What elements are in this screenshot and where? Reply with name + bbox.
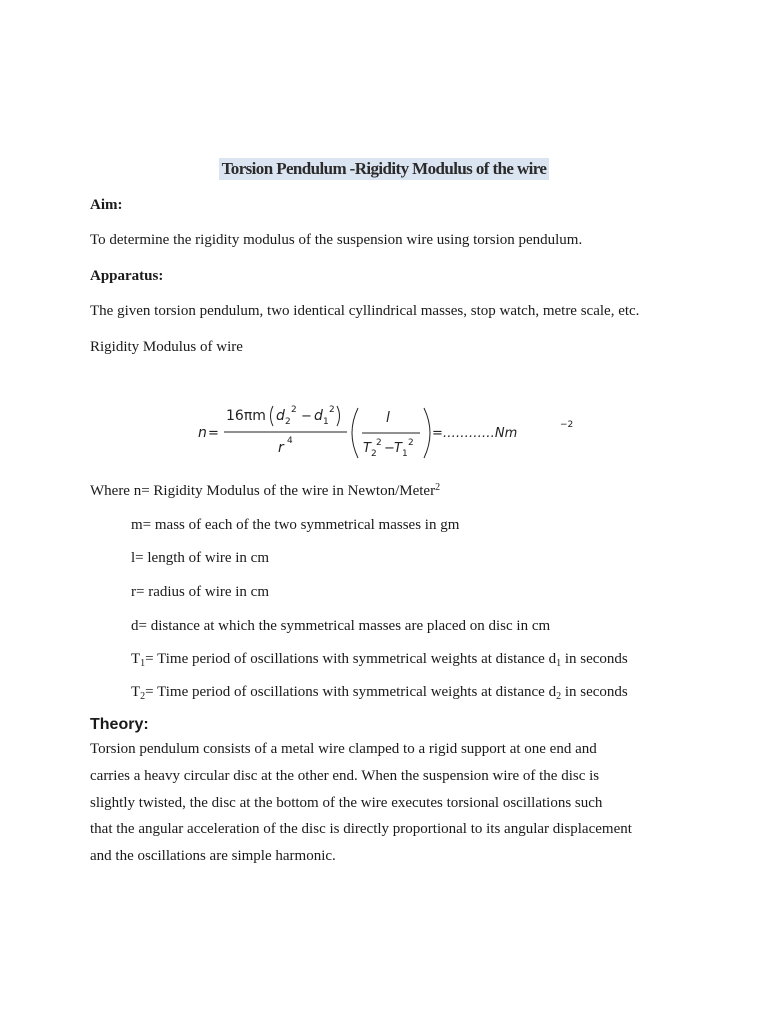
apparatus-text: The given torsion pendulum, two identical cyllindrical masses, stop watch, metre scale, etc. xyxy=(90,303,640,319)
where-line xyxy=(90,483,440,500)
theory-line-5: and the oscillations are simple harmonic. xyxy=(90,848,336,865)
formula-big-paren-right xyxy=(424,408,430,458)
apparatus-heading: Apparatus: xyxy=(90,268,164,284)
formula-unit-sup: −2 xyxy=(560,420,574,430)
formula-equals: = xyxy=(208,426,219,441)
formula-d1-sup: 2 xyxy=(329,405,335,415)
formula-t2: T xyxy=(363,441,371,456)
where-text: Where n= Rigidity Modulus of the wire in Newton/Meter xyxy=(90,483,436,499)
formula-paren-left xyxy=(271,406,274,426)
def-t2-tail: in seconds xyxy=(561,684,628,700)
def-t2-symbol: T xyxy=(131,684,141,700)
formula-d1: d xyxy=(314,408,323,424)
theory-heading: Theory: xyxy=(90,716,149,733)
def-m: m= mass of each of the two symmetrical masses in gm xyxy=(131,517,460,533)
formula-den-sup: 4 xyxy=(287,436,293,446)
aim-text: To determine the rigidity modulus of the suspension wire using torsion pendulum. xyxy=(90,232,583,248)
def-t1-symbol: T xyxy=(131,651,141,667)
theory-line-4: that the angular acceleration of the disc is directly proportional to its angular displacement xyxy=(90,821,632,838)
formula-den: r xyxy=(278,440,284,456)
formula-t1-sup: 2 xyxy=(408,438,414,448)
formula-t1-sub: 1 xyxy=(402,449,408,459)
def-t2-sub: 2 xyxy=(140,691,146,702)
def-t2 xyxy=(131,684,628,701)
theory-paragraph xyxy=(90,736,650,870)
formula-t1: T xyxy=(394,441,402,456)
formula-num-coeff: 16πm xyxy=(226,408,266,424)
def-t1 xyxy=(131,651,628,668)
def-t2-sub2: 2 xyxy=(556,691,562,702)
def-l: l= length of wire in cm xyxy=(131,550,270,566)
theory-line-2: carries a heavy circular disc at the other end. When the suspension wire of the disc is xyxy=(90,767,600,784)
formula-minus-2: − xyxy=(384,441,395,456)
page-title: Torsion Pendulum -Rigidity Modulus of the wire xyxy=(219,158,550,180)
def-t1-text: = Time period of oscillations with symmetrical weights at distance d xyxy=(145,651,557,667)
formula-svg xyxy=(180,396,600,468)
formula-t2-sup: 2 xyxy=(376,438,382,448)
where-sup: 2 xyxy=(435,482,441,493)
def-r: r= radius of wire in cm xyxy=(131,584,270,600)
formula-d1-sub: 1 xyxy=(323,417,329,427)
formula-t2-sub: 2 xyxy=(371,449,377,459)
def-d: d= distance at which the symmetrical masses are placed on disc in cm xyxy=(131,618,551,634)
title-container xyxy=(0,158,768,180)
theory-line-1: Torsion pendulum consists of a metal wire clamped to a rigid support at one end and xyxy=(90,741,597,757)
formula-d2: d xyxy=(276,408,285,424)
rigidity-formula xyxy=(180,396,600,468)
def-t2-text: = Time period of oscillations with symmetrical weights at distance d xyxy=(145,684,557,700)
formula-big-paren-left xyxy=(352,408,358,458)
formula-result: =…………Nm xyxy=(432,426,518,441)
def-t1-sub2: 1 xyxy=(556,658,562,669)
formula-lhs: n xyxy=(198,425,207,441)
def-t1-tail: in seconds xyxy=(561,651,628,667)
formula-minus: − xyxy=(301,409,312,424)
def-t1-sub: 1 xyxy=(140,658,146,669)
formula-d2-sub: 2 xyxy=(285,417,291,427)
aim-heading: Aim: xyxy=(90,197,123,213)
formula-l: l xyxy=(386,410,390,426)
rigidity-label: Rigidity Modulus of wire xyxy=(90,339,243,355)
formula-d2-sup: 2 xyxy=(291,405,297,415)
theory-line-3: slightly twisted, the disc at the bottom of the wire executes torsional oscillations such xyxy=(90,794,603,811)
formula-paren-right xyxy=(337,406,340,426)
